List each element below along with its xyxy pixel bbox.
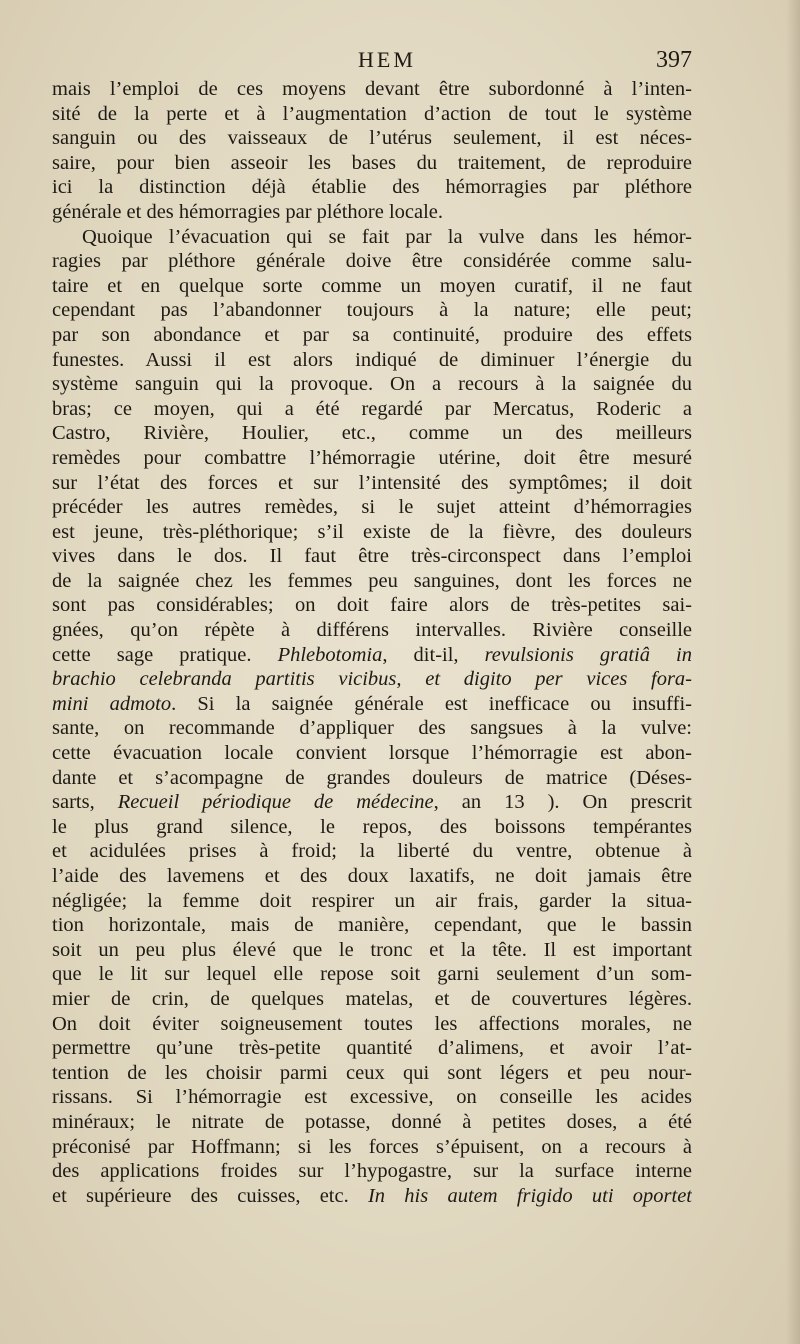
text-line: système sanguin qui la provoque. On a recours à la saignée du [52, 373, 692, 396]
text-line: Quoique l’évacuation qui se fait par la vulve dans les hémor- [82, 225, 692, 248]
latin-quote: Phlebotomia [277, 643, 383, 666]
text-line: tion horizontale, mais de manière, cependant, que le bassin [52, 914, 692, 937]
text-line: dante et s’acompagne de grandes douleurs de matrice (Déses- [52, 766, 692, 789]
text-line: tention de les choisir parmi ceux qui sont légers et peu nour- [52, 1061, 692, 1084]
text-line: par son abondance et par sa continuité, produire des effets [52, 323, 692, 346]
text-line: permettre qu’une très-petite quantité d’alimens, et avoir l’at- [52, 1037, 692, 1060]
text-line [52, 667, 692, 692]
text-line: remèdes pour combattre l’hémorragie utérine, doit être mesuré [52, 446, 692, 469]
text-run: cette sage pratique. [52, 643, 278, 666]
text-line: générale et des hémorragies par pléthore locale. [52, 200, 444, 223]
text-line: des applications froides sur l’hypogastre, sur la surface interne [52, 1160, 692, 1183]
latin-quote: brachio celebranda partitis vicibus [52, 668, 397, 691]
citation-title: Recueil périodique de médecine [117, 791, 434, 814]
text-line: soit un peu plus élevé que le tronc et la tête. Il est important [52, 938, 692, 961]
text-line: l’aide des lavemens et des doux laxatifs, ne doit jamais être [52, 865, 692, 887]
text-run: et supérieure des cuisses, etc. [52, 1184, 368, 1207]
text-run: , an 13 ). On prescrit [433, 791, 692, 814]
text-line [52, 790, 692, 815]
page-edge-shadow [786, 0, 800, 1344]
text-line: taire et en quelque sorte comme un moyen curatif, il ne faut [52, 274, 692, 297]
page-header [52, 47, 692, 77]
latin-quote: In his autem frigido uti oportet [367, 1184, 692, 1207]
text-line: et acidulées prises à froid; la liberté du ventre, obtenue à [52, 840, 692, 863]
latin-quote: mini admoto [52, 692, 172, 715]
text-line: bras; ce moyen, qui a été regardé par Mercatus, Roderic a [52, 397, 692, 420]
text-line: ici la distinction déjà établie des hémorragies par pléthore [52, 176, 692, 199]
text-line: précéder les autres remèdes, si le sujet atteint d’hémorragies [52, 496, 692, 519]
text-line: funestes. Aussi il est alors indiqué de diminuer l’énergie du [52, 348, 692, 371]
text-run: . Si la saignée générale est inefficace ou insuffi- [171, 692, 692, 715]
text-line: de la saignée chez les femmes peu sanguines, dont les forces ne [52, 569, 692, 592]
text-line: Castro, Rivière, Houlier, etc., comme un des meilleurs [52, 422, 692, 445]
text-line: préconisé par Hoffmann; si les forces s’épuisent, on a recours à [52, 1135, 692, 1158]
text-line: que le lit sur lequel elle repose soit garni seulement d’un som- [52, 963, 692, 986]
text-line: cependant pas l’abandonner toujours à la nature; elle peut; [52, 299, 692, 322]
text-run: , dit-il, [382, 643, 485, 666]
text-line: sur l’état des forces et sur l’intensité des symptômes; il doit [52, 471, 692, 494]
page-number: 397 [656, 47, 692, 73]
text-line: mais l’emploi de ces moyens devant être subordonné à l’inten- [52, 78, 692, 100]
text-line: cette évacuation locale convient lorsque l’hémorragie est abon- [52, 742, 692, 765]
text-line: vives dans le dos. Il faut être très-circonspect dans l’emploi [52, 545, 692, 568]
text-line: On doit éviter soigneusement toutes les affections morales, ne [52, 1012, 692, 1035]
text-line [52, 1184, 692, 1209]
text-line: le plus grand silence, le repos, des boissons tempérantes [52, 815, 692, 838]
text-line [52, 643, 692, 668]
text-line: est jeune, très-pléthorique; s’il existe de la fièvre, des douleurs [52, 520, 692, 543]
text-run: , [396, 668, 426, 691]
text-line: sante, on recommande d’appliquer des sangsues à la vulve: [52, 717, 692, 740]
text-run: sarts, [52, 791, 118, 814]
text-line: minéraux; le nitrate de potasse, donné à petites doses, a été [52, 1110, 692, 1133]
running-head: HEM [358, 47, 416, 72]
text-line: sont pas considérables; on doit faire alors de très-petites sai- [52, 594, 692, 617]
text-line: négligée; la femme doit respirer un air frais, garder la situa- [52, 889, 692, 912]
text-line: rissans. Si l’hémorragie est excessive, on conseille les acides [52, 1086, 692, 1109]
latin-quote: et digito per vices fora- [425, 668, 692, 691]
text-line: gnées, qu’on répète à différens intervalles. Rivière conseille [52, 619, 692, 642]
body-text [52, 77, 692, 1208]
text-line: ragies par pléthore générale doive être considérée comme salu- [52, 250, 692, 273]
text-line: mier de crin, de quelques matelas, et de couvertures légères. [52, 987, 692, 1010]
text-line: sanguin ou des vaisseaux de l’utérus seulement, il est néces- [52, 127, 692, 150]
text-line: saire, pour bien asseoir les bases du traitement, de reproduire [52, 151, 692, 174]
latin-quote: revulsionis gratiâ in [484, 643, 692, 666]
text-line [52, 692, 692, 717]
text-line: sité de la perte et à l’augmentation d’action de tout le système [52, 102, 692, 125]
